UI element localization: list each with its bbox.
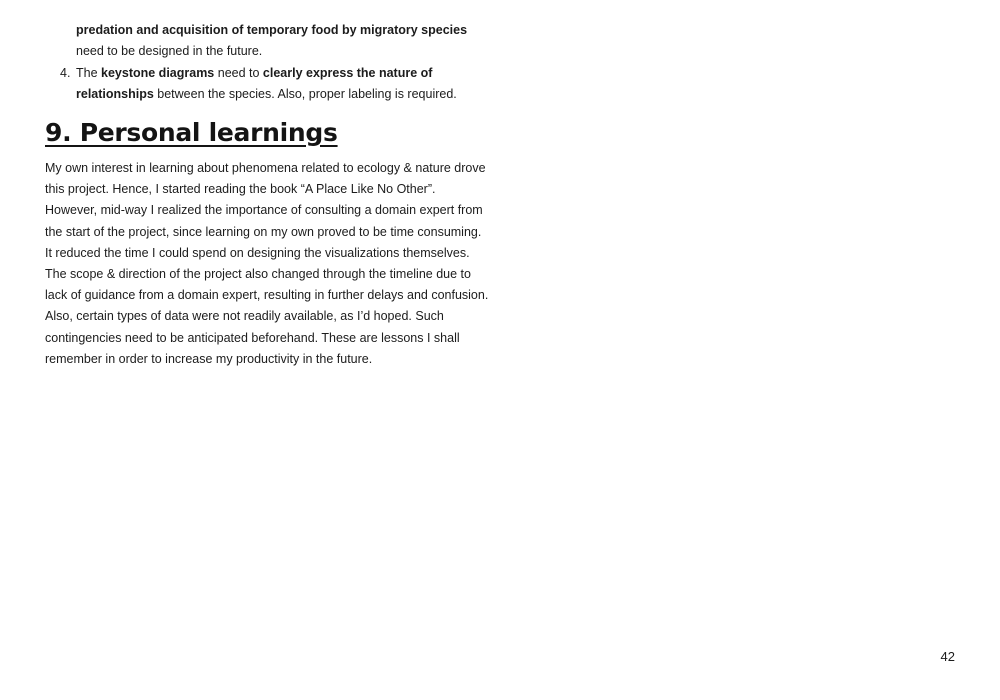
list-item-4 bbox=[76, 63, 496, 105]
list-item-4-text-1: The bbox=[76, 66, 102, 80]
list-item-4-bold-1: keystone diagrams bbox=[101, 66, 215, 80]
list-item-number: 4. bbox=[60, 66, 71, 80]
list-item-continued-bold: predation and acquisition of temporary food by migratory species bbox=[76, 23, 468, 37]
list-item-continued bbox=[76, 20, 496, 62]
list-item-continued-text: need to be designed in the future. bbox=[76, 44, 263, 58]
section-paragraph: My own interest in learning about phenomena related to ecology & nature drove this project. Hence, I started reading the book “A Place Like No Other”. However, mid-way I realized the importance of consulting a domain expert from the start of the project, since learning on my own proved to be time consuming. It reduced the time I could spend on designing the visualizations themselves. The scope & direction of the project also changed through the timeline due to lack of guidance from a domain expert, resulting in further delays and confusion. Also, certain types of data were not readily available, as I’d hoped. Such contingencies need to be anticipated beforehand. These are lessons I shall remember in order to increase my productivity in the future. bbox=[45, 161, 489, 366]
list-item-4-text-3: between the species. Also, proper labeling is required. bbox=[153, 87, 457, 101]
list-item-4-text-2: need to bbox=[214, 66, 263, 80]
list-item-4-bold-2: clearly express the nature of relationships bbox=[76, 66, 433, 101]
section-heading: 9. Personal learnings bbox=[45, 118, 338, 147]
page-number: 42 bbox=[940, 649, 955, 664]
